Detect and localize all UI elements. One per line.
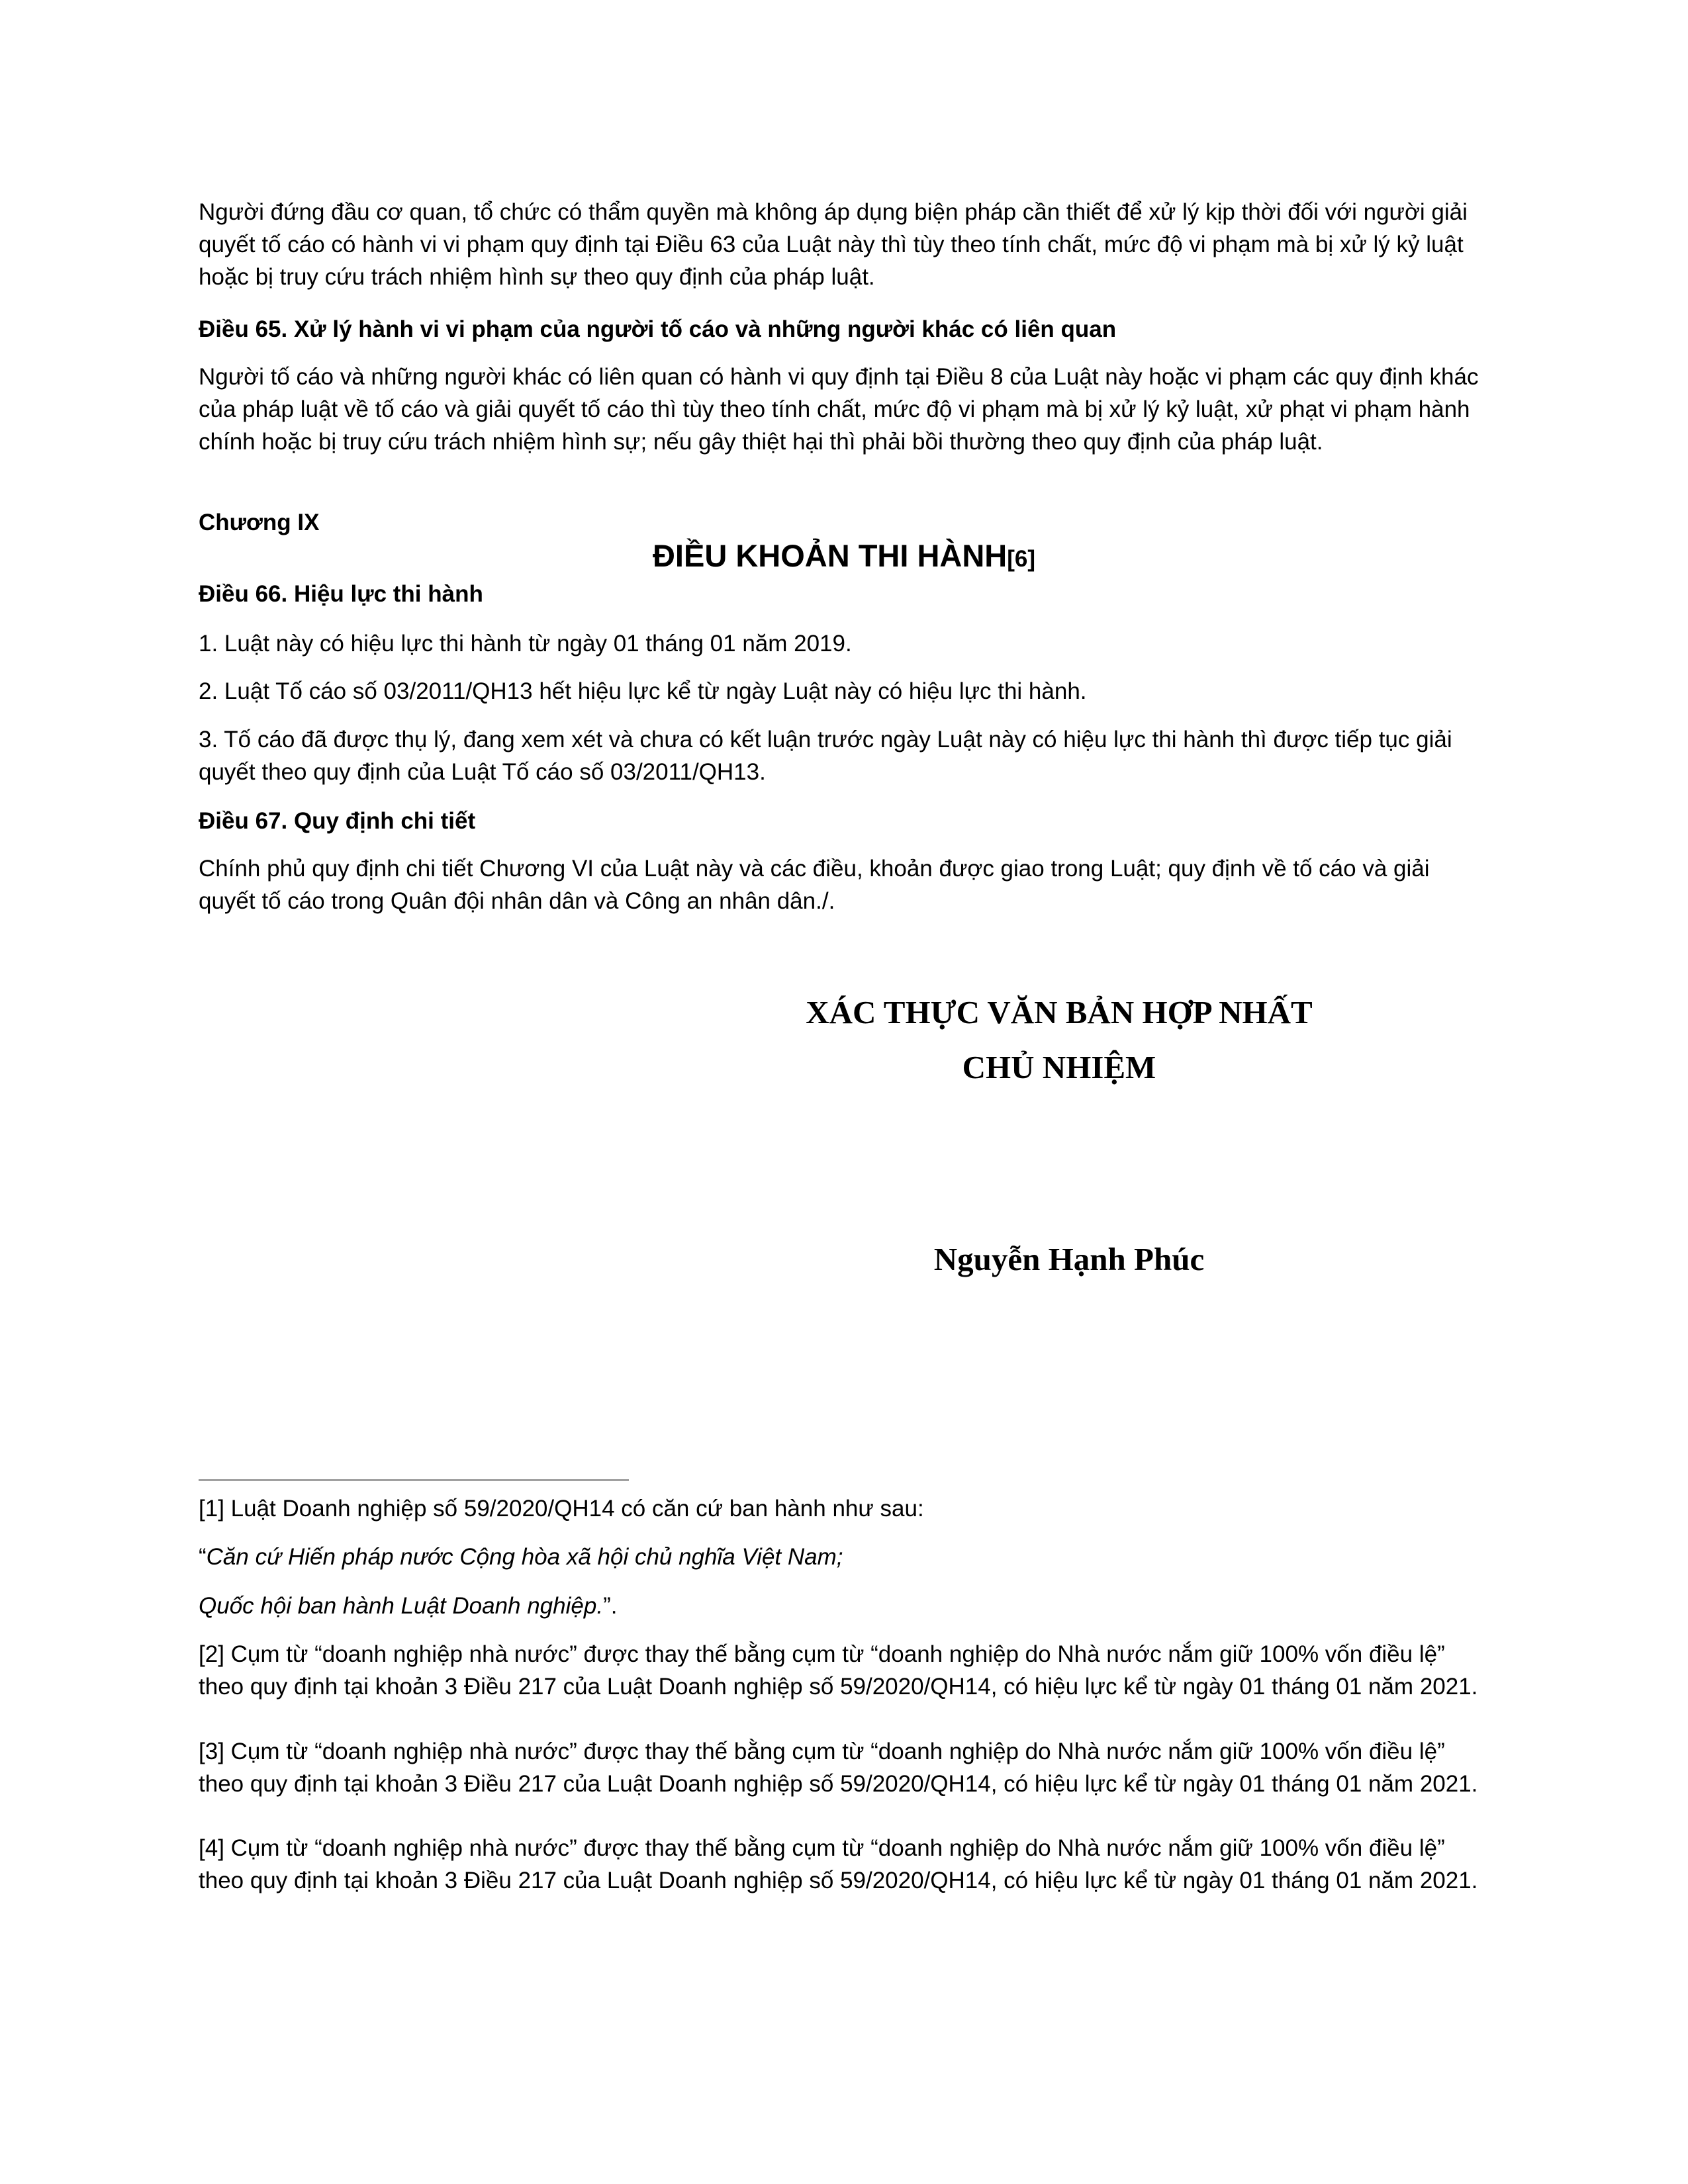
footnote-3: [3] Cụm từ “doanh nghiệp nhà nước” được thay thế bằng cụm từ “doanh nghiệp do Nhà nước nắm giữ 100% vốn điều lệ” theo quy định tại khoản 3 Điều 217 của Luật Doanh nghiệp số 59/2020/QH14, có hiệu lực kể từ ngày 01 tháng 01 năm 2021. (199, 1739, 1478, 1797)
signature-position: CHỦ NHIỆM (962, 1049, 1156, 1085)
article-67-body: Chính phủ quy định chi tiết Chương VI của Luật này và các điều, khoản được giao trong Luật; quy định về tố cáo và giải quyết tố cáo trong Quân đội nhân dân và Công an nhân dân./. (199, 856, 1430, 914)
article-65-heading: Điều 65. Xử lý hành vi vi phạm của người tố cáo và những người khác có liên quan (199, 316, 1117, 342)
footnote-1-close-quote: ”. (603, 1593, 618, 1619)
chapter-title (0, 536, 1688, 579)
footnote-1-intro: [1] Luật Doanh nghiệp số 59/2020/QH14 có căn cứ ban hành như sau: (199, 1496, 924, 1522)
footnote-1-open-quote: “ (199, 1544, 207, 1570)
article-66-clause-3: 3. Tố cáo đã được thụ lý, đang xem xét và chưa có kết luận trước ngày Luật này có hiệu lực thi hành thì được tiếp tục giải quyết theo quy định của Luật Tố cáo số 03/2011/QH13. (199, 727, 1452, 785)
article-66-clause-2: 2. Luật Tố cáo số 03/2011/QH13 hết hiệu lực kể từ ngày Luật này có hiệu lực thi hành. (199, 678, 1087, 704)
footnote-1-quote-text-1: Căn cứ Hiến pháp nước Cộng hòa xã hội chủ nghĩa Việt Nam; (206, 1544, 843, 1570)
article-67-heading: Điều 67. Quy định chi tiết (199, 808, 476, 834)
article-65-body: Người tố cáo và những người khác có liên quan có hành vi quy định tại Điều 8 của Luật này hoặc vi phạm các quy định khác của pháp luật về tố cáo và giải quyết tố cáo thì tùy theo tính chất, mức độ vi phạm mà bị xử lý kỷ luật, xử phạt vi phạm hành chính hoặc bị truy cứu trách nhiệm hình sự; nếu gây thiệt hại thì phải bồi thường theo quy định của pháp luật. (199, 364, 1479, 455)
chapter-title-footnote-ref[interactable]: [6] (1007, 546, 1036, 572)
article-66-clause-1: 1. Luật này có hiệu lực thi hành từ ngày 01 tháng 01 năm 2019. (199, 631, 852, 657)
footnote-separator (199, 1479, 629, 1481)
chapter-title-text: ĐIỀU KHOẢN THI HÀNH (652, 538, 1008, 573)
footnote-2: [2] Cụm từ “doanh nghiệp nhà nước” được thay thế bằng cụm từ “doanh nghiệp do Nhà nước nắm giữ 100% vốn điều lệ” theo quy định tại khoản 3 Điều 217 của Luật Doanh nghiệp số 59/2020/QH14, có hiệu lực kể từ ngày 01 tháng 01 năm 2021. (199, 1641, 1478, 1700)
signature-authentication-title: XÁC THỰC VĂN BẢN HỢP NHẤT (806, 994, 1313, 1030)
article-64-tail-paragraph: Người đứng đầu cơ quan, tổ chức có thẩm quyền mà không áp dụng biện pháp cần thiết để xử lý kịp thời đối với người giải quyết tố cáo có hành vi vi phạm quy định tại Điều 63 của Luật này thì tùy theo tính chất, mức độ vi phạm mà bị xử lý kỷ luật hoặc bị truy cứu trách nhiệm hình sự theo quy định của pháp luật. (199, 199, 1468, 290)
signatory-name: Nguyễn Hạnh Phúc (933, 1241, 1205, 1277)
footnote-4: [4] Cụm từ “doanh nghiệp nhà nước” được thay thế bằng cụm từ “doanh nghiệp do Nhà nước nắm giữ 100% vốn điều lệ” theo quy định tại khoản 3 Điều 217 của Luật Doanh nghiệp số 59/2020/QH14, có hiệu lực kể từ ngày 01 tháng 01 năm 2021. (199, 1835, 1478, 1893)
footnote-1-quote-text-2: Quốc hội ban hành Luật Doanh nghiệp. (199, 1593, 604, 1619)
footnote-1-quote-line-1 (199, 1541, 1489, 1573)
footnote-1-quote-line-2 (199, 1590, 1489, 1622)
article-66-heading: Điều 66. Hiệu lực thi hành (199, 581, 483, 607)
chapter-label: Chương IX (199, 510, 320, 535)
